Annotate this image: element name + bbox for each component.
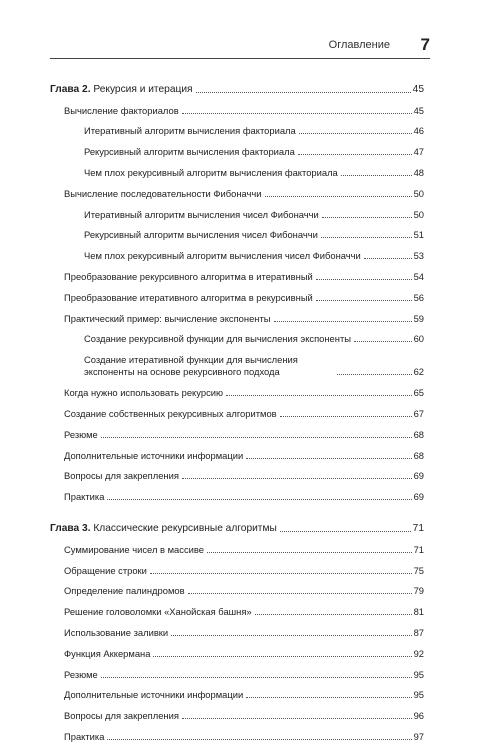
toc-entry[interactable] xyxy=(50,640,424,661)
toc-entry-page: 69 xyxy=(413,470,424,482)
toc-entry-page: 48 xyxy=(413,166,424,178)
toc-entry-title: Определение палиндромов xyxy=(64,585,185,597)
dot-leader xyxy=(171,635,411,636)
dot-leader xyxy=(196,92,411,93)
toc-entry-page: 50 xyxy=(413,208,424,220)
toc-entry[interactable] xyxy=(50,619,424,640)
toc-entry-title: Итеративный алгоритм вычисления чисел Фибоначчи xyxy=(84,208,319,220)
toc-entry-title: Рекурсивный алгоритм вычисления чисел Фибоначчи xyxy=(84,229,318,241)
toc-entry[interactable] xyxy=(50,483,424,504)
toc-entry-title: Резюме xyxy=(64,428,98,440)
toc-entry-page: 45 xyxy=(413,104,424,116)
toc-entry-page: 65 xyxy=(413,387,424,399)
dot-leader xyxy=(274,321,412,322)
toc-entry-page: 87 xyxy=(413,626,424,638)
dot-leader xyxy=(265,196,412,197)
toc-entry-page: 60 xyxy=(413,333,424,345)
dot-leader xyxy=(107,499,411,500)
toc-entry[interactable] xyxy=(50,346,424,379)
toc-chapter-3[interactable] xyxy=(50,515,424,536)
toc-entry[interactable] xyxy=(50,661,424,682)
toc-entry[interactable] xyxy=(50,598,424,619)
toc-entry-page: 68 xyxy=(413,428,424,440)
dot-leader xyxy=(182,718,412,719)
toc-entry-page: 56 xyxy=(413,291,424,303)
dot-leader xyxy=(354,341,412,342)
toc-entry[interactable] xyxy=(50,682,424,703)
toc-entry-title: Вычисление последовательности Фибоначчи xyxy=(64,187,262,199)
toc-entry-page: 54 xyxy=(413,270,424,282)
toc-entry[interactable] xyxy=(50,557,424,578)
toc-entry-page: 79 xyxy=(413,585,424,597)
chapter-spacer xyxy=(50,504,424,515)
toc-entry-title: Обращение строки xyxy=(64,564,147,576)
toc-entry-title: Создание рекурсивной функции для вычисления экспоненты xyxy=(84,333,351,345)
toc-entry-page: 68 xyxy=(413,449,424,461)
toc-entry-title: Чем плох рекурсивный алгоритм вычисления факториала xyxy=(84,166,338,178)
dot-leader xyxy=(182,113,412,114)
chapter-3-page: 71 xyxy=(412,522,424,534)
toc-entry[interactable] xyxy=(50,159,424,180)
toc-entry-title: Вопросы для закрепления xyxy=(64,710,179,722)
toc-entry-title: Создание собственных рекурсивных алгоритмов xyxy=(64,407,277,419)
toc-entry-page: 95 xyxy=(413,668,424,680)
toc-entry-title: Решение головоломки «Ханойская башня» xyxy=(64,606,252,618)
toc-entry-title: Суммирование чисел в массиве xyxy=(64,543,204,555)
toc-entry[interactable] xyxy=(50,180,424,201)
toc-entry[interactable] xyxy=(50,97,424,118)
dot-leader xyxy=(321,237,412,238)
toc-entry-page: 75 xyxy=(413,564,424,576)
toc-entry-page: 69 xyxy=(413,491,424,503)
toc-entry[interactable] xyxy=(50,421,424,442)
toc-entry-page: 50 xyxy=(413,187,424,199)
dot-leader xyxy=(101,677,412,678)
toc-entry-title: Функция Аккермана xyxy=(64,647,151,659)
toc-entry-title: Практика xyxy=(64,491,105,503)
toc-entry-title: Вопросы для закрепления xyxy=(64,470,179,482)
toc-entry-title: Преобразование рекурсивного алгоритма в итеративный xyxy=(64,270,313,282)
page-number: 7 xyxy=(420,35,430,54)
chapter-2-title: Рекурсия и итерация xyxy=(90,83,193,95)
dot-leader xyxy=(188,593,412,594)
toc-entry-page: 67 xyxy=(413,407,424,419)
toc-entry-page: 47 xyxy=(413,146,424,158)
dot-leader xyxy=(246,697,411,698)
dot-leader xyxy=(280,531,411,532)
chapter-2-prefix: Глава 2. xyxy=(50,83,91,95)
toc-entry-page: 96 xyxy=(413,710,424,722)
dot-leader xyxy=(322,217,412,218)
dot-leader xyxy=(150,573,412,574)
toc-entry-title: Вычисление факториалов xyxy=(64,104,179,116)
toc-entry-title: Итеративный алгоритм вычисления факториала xyxy=(84,125,296,137)
toc-entry-title: Когда нужно использовать рекурсию xyxy=(64,387,224,399)
toc-entry-page: 81 xyxy=(413,606,424,618)
toc-entry[interactable] xyxy=(50,400,424,421)
toc-entry[interactable] xyxy=(50,442,424,463)
chapter-3-prefix: Глава 3. xyxy=(50,522,91,534)
toc-entry[interactable] xyxy=(50,242,424,263)
toc-entry[interactable] xyxy=(50,263,424,284)
toc-entry-title: Создание итеративной функции для вычисления экспоненты на основе рекурсивного подхода xyxy=(84,354,298,378)
dot-leader xyxy=(207,552,412,553)
toc-entry[interactable] xyxy=(50,536,424,557)
dot-leader xyxy=(101,437,412,438)
dot-leader xyxy=(316,300,412,301)
toc-entry-page: 95 xyxy=(413,689,424,701)
toc-entry[interactable] xyxy=(50,284,424,305)
chapter-3-title: Классические рекурсивные алгоритмы xyxy=(90,522,277,534)
toc-entry[interactable] xyxy=(50,379,424,400)
dot-leader xyxy=(337,374,412,375)
dot-leader xyxy=(299,133,412,134)
running-header xyxy=(50,35,430,59)
toc-entry-page: 71 xyxy=(413,543,424,555)
toc-entry-page: 53 xyxy=(413,250,424,262)
toc-entry-title: Преобразование итеративного алгоритма в рекурсивный xyxy=(64,291,313,303)
toc-chapter-2[interactable] xyxy=(50,76,424,97)
dot-leader xyxy=(246,458,411,459)
dot-leader xyxy=(182,478,412,479)
toc-entry[interactable] xyxy=(50,201,424,222)
dot-leader xyxy=(255,614,412,615)
chapter-2-page: 45 xyxy=(412,83,424,95)
dot-leader xyxy=(226,395,412,396)
toc-entry-page: 92 xyxy=(413,647,424,659)
dot-leader xyxy=(316,279,412,280)
toc-entry[interactable] xyxy=(50,222,424,243)
dot-leader xyxy=(364,258,412,259)
toc-entry-page: 51 xyxy=(413,229,424,241)
running-title: Оглавление xyxy=(328,39,390,51)
toc-entry-title: Дополнительные источники информации xyxy=(64,689,244,701)
toc-entry-title: Практика xyxy=(64,730,105,742)
toc-entry[interactable] xyxy=(50,702,424,723)
dot-leader xyxy=(298,154,412,155)
toc-entry-title: Использование заливки xyxy=(64,626,169,638)
toc-entry-title: Рекурсивный алгоритм вычисления факториала xyxy=(84,146,295,158)
dot-leader xyxy=(153,656,411,657)
toc-entry[interactable] xyxy=(50,305,424,326)
toc-entry-page: 59 xyxy=(413,312,424,324)
toc-entry-title: Дополнительные источники информации xyxy=(64,449,244,461)
dot-leader xyxy=(341,175,412,176)
table-of-contents xyxy=(50,76,424,744)
toc-entry[interactable] xyxy=(50,578,424,599)
toc-entry[interactable] xyxy=(50,118,424,139)
toc-entry-title: Резюме xyxy=(64,668,98,680)
dot-leader xyxy=(280,416,412,417)
toc-entry-page: 62 xyxy=(413,366,424,378)
toc-entry-title: Чем плох рекурсивный алгоритм вычисления чисел Фибоначчи xyxy=(84,250,361,262)
toc-entry[interactable] xyxy=(50,326,424,347)
toc-entry[interactable] xyxy=(50,138,424,159)
toc-entry[interactable] xyxy=(50,723,424,744)
toc-entry-page: 46 xyxy=(413,125,424,137)
toc-entry[interactable] xyxy=(50,463,424,484)
toc-entry-title: Практический пример: вычисление экспоненты xyxy=(64,312,271,324)
toc-entry-page: 97 xyxy=(413,730,424,742)
dot-leader xyxy=(107,739,411,740)
